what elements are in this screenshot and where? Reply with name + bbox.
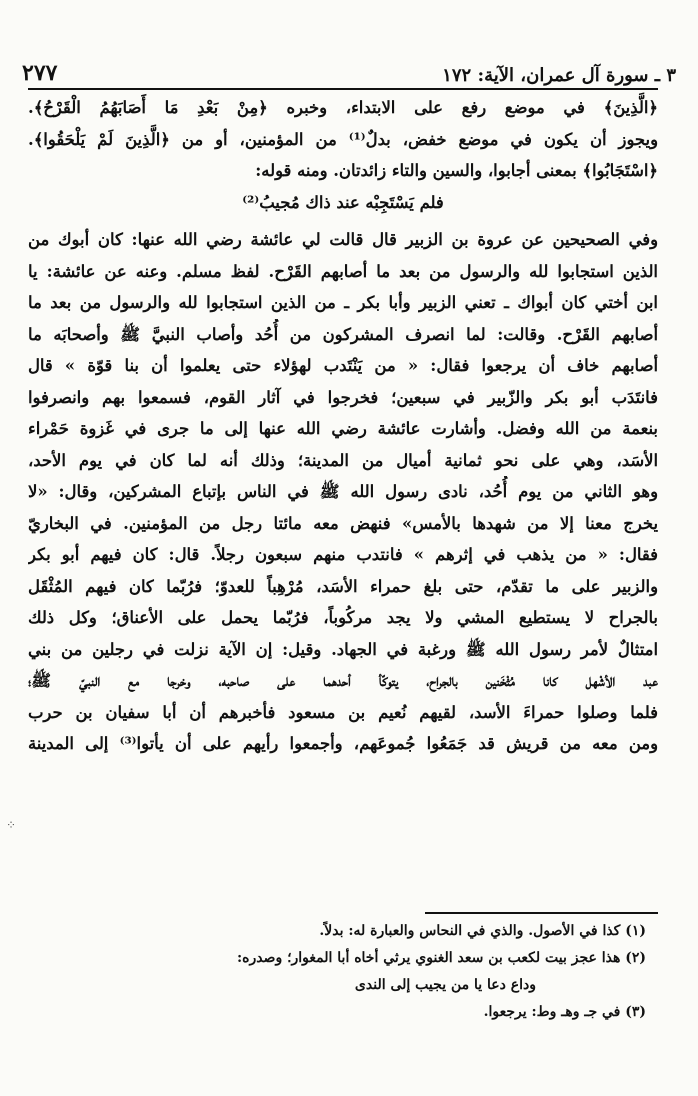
footnote-rule [425,912,658,914]
footnote-verse: وداع دعا يا من يجيب إلى الندى [354,977,536,993]
text-line: ويجوز أن يكون في موضع خفض، بدلٌ⁽¹⁾ من المؤمنين، أو من ﴿الَّذِينَ لَمْ يَلْحَقُوا﴾. [28,129,658,149]
header-rule [28,88,658,90]
text-line: وفي الصحيحين عن عروة بن الزبير قال قالت لي عائشة رضي الله عنها: كان أبوك من [28,230,658,249]
text-line: وهو الثاني من يوم أُحُد، نادى رسول الله ﷺ في الناس بإتباع المشركين، وقال: «لا [28,482,658,501]
text-line: فلما وصلوا حمراءَ الأسد، لقيهم نُعيم بن مسعود فأخبرهم أن أبا سفيان بن حرب [28,702,658,722]
text-line: بنعمة من الله وفضل. وأشارت عائشة رضي الله عنها إلى ما جرى في غَزوة حَمْراء [28,419,658,438]
footnotes [28,918,646,1026]
page-number: ٢٧٧ [22,60,58,86]
text-line: والزبير على ما تقدّم، حتى بلغ حمراء الأسَد، مُرْهِباً للعدوّ؛ فرُبّما كان فيهم المُثْقَل [28,576,658,596]
margin-mark: ⁘ [6,818,17,832]
text-line: أصابهم القَرْح. وقالت: لما انصرف المشركون من أُحُد وأصاب النبيَّ ﷺ وأصحابَه ما [28,324,658,344]
text-line: الذين استجابوا لله والرسول من بعد ما أصابهم القَرْح. لفظ مسلم. وعنه عن عائشة: يا [28,261,658,281]
page-header [22,56,676,86]
main-text [28,92,658,760]
text-line: فانتَدَب أبو بكر والزّبير في سبعين؛ فخرجوا في آثار القوم، فسمعوا بهم وانصرفوا [28,387,658,407]
footnote-item: (٣) في جـ وهـ وط: يرجعوا. [483,1004,646,1020]
text-line: يخرج معنا إلا من شهدها بالأمس» فنهض معه مائتا رجل من المؤمنين. في البخاريّ [28,513,658,533]
text-line: امتثالٌ لأمر رسول الله ﷺ ورغبة في الجهاد. وقيل: إن الآية نزلت في رجلين من بني [28,639,658,659]
verse-line: فلم يَسْتَجِبْه عند ذاك مُجيبُ⁽²⁾ [242,192,444,212]
text-line: ومن معه من قريش قد جَمَعُوا جُموعَهم، وأجمعوا رأيهم على أن يأتوا⁽³⁾ إلى المدينة [28,734,658,753]
text-line: ﴿الَّذِينَ﴾ في موضع رفع على الابتداء، وخبره ﴿مِنْ بَعْدِ مَا أَصَابَهُمُ الْقَرْحُ﴾. [28,98,658,117]
text-line: أصابهم خاف أن يرجعوا فقال: « من يَنْتَدب لهؤلاء حتى يعلموا أن بنا قوّة » قال [28,356,658,375]
footnote-item: (١) كذا في الأصول. والذي في النحاس والعبارة له: بدلاً. [319,923,646,939]
text-line: ابن أختي كان أبواك ـ تعني الزبير وأبا بكر ـ من الذين استجابوا لله والرسول من بعد ما [28,293,658,312]
text-line: بالجراح لا يستطيع المشي ولا يجد مركُوباً، فرُبّما يحمل على الأعناق؛ وكل ذلك [28,608,658,627]
text-line: فقال: « من يذهب في إثرهم » فانتدب منهم سبعون رجلاً. قال: كان فيهم أبو بكر [28,545,658,564]
text-line: الأسَد، وهي على نحو ثمانية أميال من المدينة؛ وذلك أنه لما كان في يوم الأحد، [28,450,658,470]
text-line: ﴿اسْتَجَابُوا﴾ بمعنى أجابوا، والسين والتاء زائدتان. ومنه قوله: [255,161,658,180]
running-title: ٣ ـ سورة آل عمران، الآية: ١٧٢ [442,65,676,86]
text-line: عبد الأشْهل كانا مُثْخَنين بالجراح، يتوكّأ أحدهما على صاحبه، وخرجا مع النبيّ ﷺ؛ [28,671,658,690]
footnote-item: (٢) هذا عجز بيت لكعب بن سعد الغنوي يرثي أخاه أبا المغوار؛ وصدره: [236,950,646,966]
